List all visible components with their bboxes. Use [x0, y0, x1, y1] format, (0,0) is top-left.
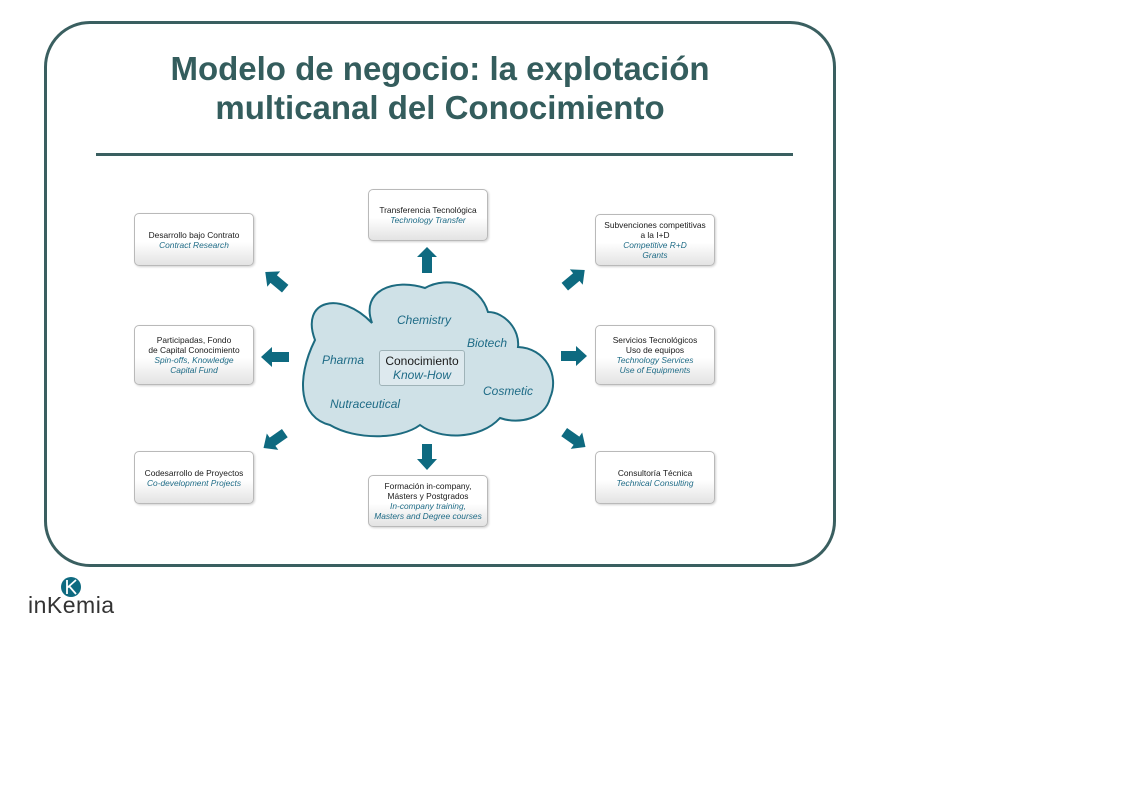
- channel-technology-transfer: [368, 189, 488, 241]
- channel-label-es: Subvenciones competitivas: [604, 220, 706, 230]
- channel-label-es: Formación in-company,: [384, 481, 472, 491]
- arrow-down: [417, 444, 437, 470]
- channel-label-es: Servicios Tecnológicos: [612, 335, 698, 345]
- channel-label-en: Spin-offs, Knowledge: [154, 355, 234, 365]
- channel-label-en: Competitive R+D: [623, 240, 687, 250]
- arrow-up: [417, 247, 437, 273]
- channel-training: [368, 475, 488, 527]
- channel-label-es: Desarrollo bajo Contrato: [148, 229, 240, 240]
- channel-label-en: Technical Consulting: [616, 477, 694, 488]
- channel-label-en: Technology Services: [616, 355, 694, 365]
- channel-label-en: Masters and Degree courses: [374, 511, 482, 521]
- channel-label-es: a la I+D: [640, 230, 670, 240]
- channel-co-development: [134, 451, 254, 504]
- channel-label-en: Grants: [642, 250, 668, 260]
- channel-label-es: de Capital Conocimiento: [148, 345, 240, 355]
- arrow-up-left: [259, 264, 292, 296]
- channel-label-es: Uso de equipos: [625, 345, 685, 355]
- sector-nutraceutical: Nutraceutical: [330, 397, 401, 411]
- arrow-up-right: [558, 262, 591, 294]
- channel-label-es: Participadas, Fondo: [156, 335, 232, 345]
- channel-technology-services: [595, 325, 715, 385]
- channel-label-en: Contract Research: [159, 239, 229, 250]
- channel-label-en: Use of Equipments: [619, 365, 691, 375]
- arrow-right: [561, 346, 587, 366]
- title-line-1: Modelo de negocio: la explotación: [170, 50, 710, 87]
- arrow-left: [261, 347, 289, 367]
- arrow-down-right: [558, 424, 591, 455]
- channel-contract-research: [134, 213, 254, 266]
- channel-label-en: Co-development Projects: [146, 477, 242, 488]
- channel-label-es: Consultoría Técnica: [617, 467, 693, 478]
- channel-label-es: Transferencia Tecnológica: [379, 205, 477, 215]
- core-label-es: Conocimiento: [385, 354, 459, 368]
- arrow-down-left: [258, 425, 291, 456]
- channel-label-en: In-company training,: [390, 501, 466, 511]
- channel-technical-consulting: [595, 451, 715, 504]
- sector-biotech: Biotech: [467, 336, 508, 350]
- sector-cosmetic: Cosmetic: [483, 384, 534, 398]
- channel-label-en: Technology Transfer: [390, 215, 466, 225]
- channel-label-en: Capital Fund: [170, 365, 218, 375]
- channel-capital-fund: [134, 325, 254, 385]
- sector-pharma: Pharma: [322, 353, 365, 367]
- inkemia-logo: [28, 576, 120, 622]
- sector-chemistry: Chemistry: [397, 313, 452, 327]
- channel-label-es: Másters y Postgrados: [387, 491, 469, 501]
- channel-competitive-grants: [595, 214, 715, 266]
- knowledge-core: [379, 350, 465, 386]
- channel-label-es: Codesarrollo de Proyectos: [144, 467, 244, 478]
- core-label-en: Know-How: [392, 368, 452, 382]
- logo-text: inKemia: [28, 592, 115, 618]
- title-line-2: multicanal del Conocimiento: [215, 89, 665, 126]
